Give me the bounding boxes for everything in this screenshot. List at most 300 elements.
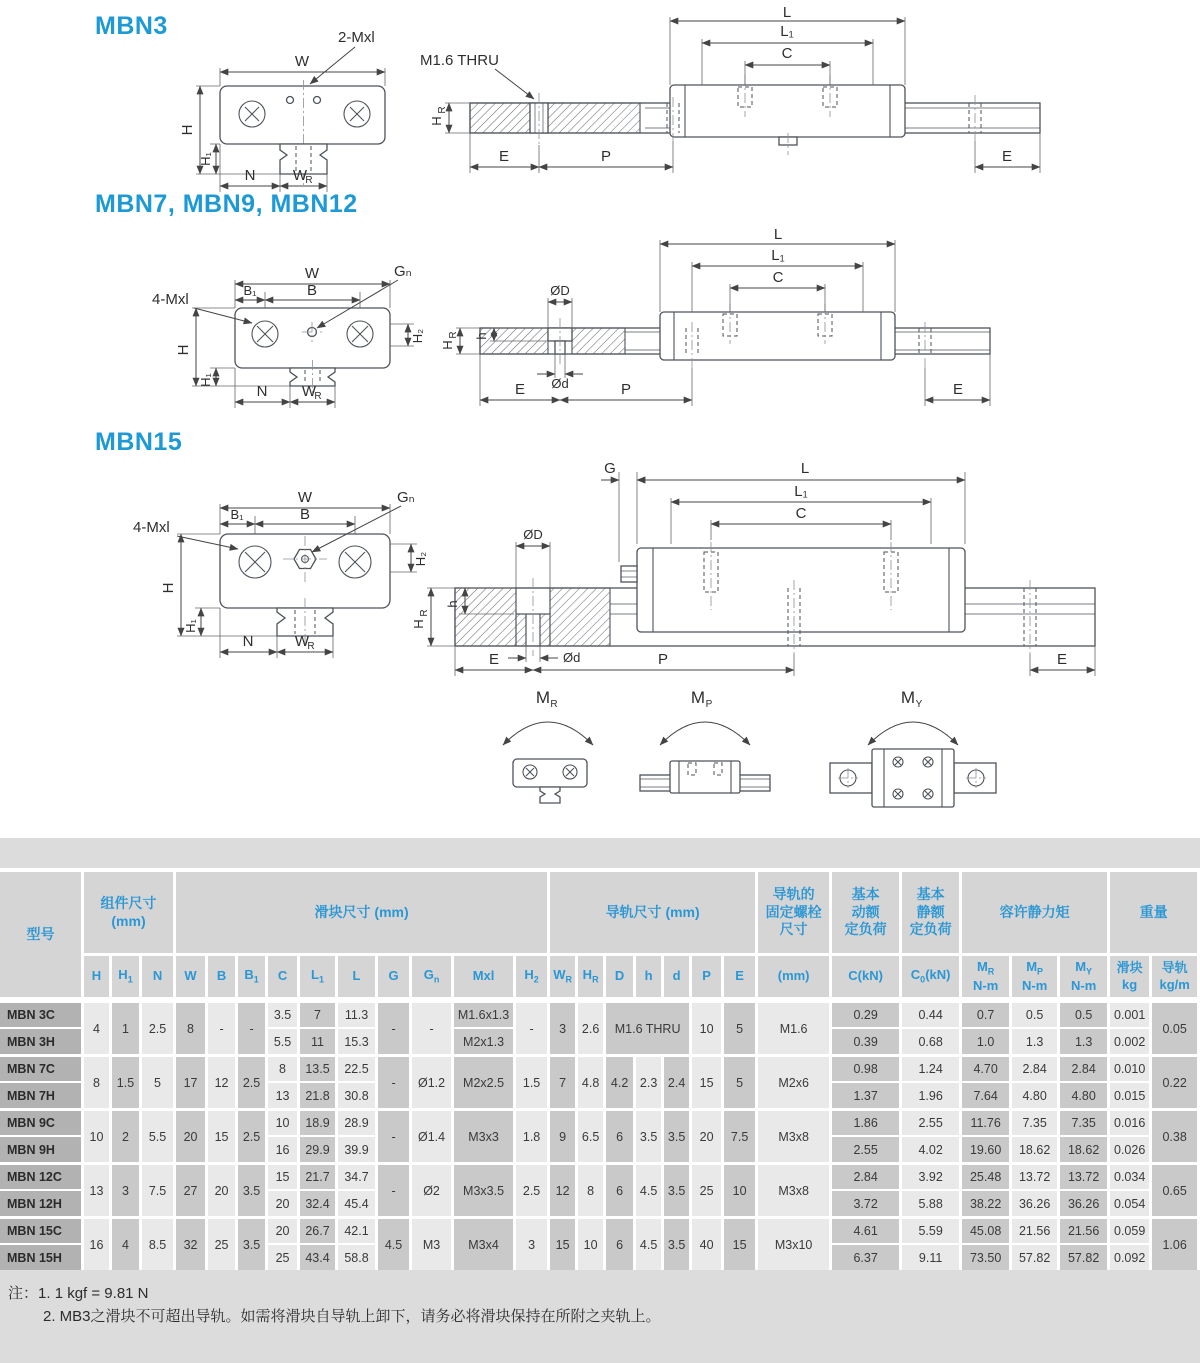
- data-cell: 20: [176, 1108, 208, 1162]
- dim-label-h: H: [179, 124, 196, 136]
- data-cell: 0.001: [1110, 1000, 1152, 1027]
- dim-label-gn: Gₙ: [394, 263, 412, 280]
- dim-label-g: G: [604, 460, 616, 477]
- moment-diagrams: [455, 675, 1015, 830]
- data-cell: M1.6: [758, 1000, 832, 1054]
- model-cell: MBN 7H: [0, 1081, 84, 1108]
- data-cell: 34.7: [338, 1162, 378, 1189]
- col-header-Gn: $G_n$: [412, 956, 454, 1000]
- data-cell: 11.3: [338, 1000, 378, 1027]
- data-cell: 2.55: [902, 1108, 962, 1135]
- data-cell: 1.0: [962, 1027, 1012, 1054]
- dim-label-m16thru: M1.6 THRU: [420, 52, 499, 69]
- data-cell: 3.92: [902, 1162, 962, 1189]
- col-header-B1: $B_1$: [238, 956, 268, 1000]
- dim-label-b: B: [306, 282, 318, 299]
- data-cell: Ø1.2: [412, 1054, 454, 1108]
- data-cell: -: [378, 1162, 412, 1216]
- dim-label-wr: W: [292, 167, 308, 184]
- data-cell: 18.9: [300, 1108, 338, 1135]
- data-cell: 3.5: [238, 1216, 268, 1270]
- section-title-mbn15: MBN15: [95, 428, 183, 456]
- mbn3-cross-section-drawing: [150, 22, 420, 198]
- data-cell: 36.26: [1060, 1189, 1110, 1216]
- dim-label-l: L: [800, 460, 810, 477]
- data-cell: 0.22: [1152, 1054, 1200, 1108]
- data-cell: 0.5: [1012, 1000, 1060, 1027]
- data-cell: 1.86: [832, 1108, 902, 1135]
- data-cell: 26.7: [300, 1216, 338, 1243]
- data-cell: 18.62: [1060, 1135, 1110, 1162]
- data-cell: 10: [84, 1108, 112, 1162]
- dim-label-hr-sub: R: [419, 609, 430, 617]
- col-header-L1: $L_1$: [300, 956, 338, 1000]
- col-header-Mxl: Mxl: [454, 956, 516, 1000]
- data-cell: 9.11: [902, 1243, 962, 1270]
- model-cell: MBN 3H: [0, 1027, 84, 1054]
- data-cell: 0.015: [1110, 1081, 1152, 1108]
- data-cell: 10: [724, 1162, 758, 1216]
- data-cell: 1.37: [832, 1081, 902, 1108]
- data-cell: 2.6: [578, 1000, 606, 1054]
- mbn7-side-view-drawing: [430, 228, 1010, 413]
- data-cell: 4.5: [636, 1216, 664, 1270]
- data-cell: 22.5: [338, 1054, 378, 1081]
- data-cell: 5: [142, 1054, 176, 1108]
- col-header-H: H: [84, 956, 112, 1000]
- data-cell: 2.55: [832, 1135, 902, 1162]
- data-cell: 10: [578, 1216, 606, 1270]
- data-cell: 0.68: [902, 1027, 962, 1054]
- data-cell: 42.1: [338, 1216, 378, 1243]
- col-group-block: 滑块尺寸 (mm): [176, 872, 550, 956]
- dim-label-h2: H₂: [413, 551, 428, 567]
- col-header-d: d: [664, 956, 692, 1000]
- data-cell: 8.5: [142, 1216, 176, 1270]
- data-cell: 39.9: [338, 1135, 378, 1162]
- model-cell: MBN 15C: [0, 1216, 84, 1243]
- dim-label-dD: ØD: [550, 283, 570, 298]
- data-cell: 8: [84, 1054, 112, 1108]
- data-cell: 3: [112, 1162, 142, 1216]
- data-cell: 11.76: [962, 1108, 1012, 1135]
- data-cell: 43.4: [300, 1243, 338, 1270]
- dim-label-l1: L₁: [794, 483, 808, 500]
- dim-label-e-left: E: [498, 148, 510, 165]
- mr-carriage-end-view: [513, 759, 587, 787]
- col-header-rail-kgm: 导轨 kg/m: [1152, 956, 1200, 1000]
- dim-label-h1: H₁: [198, 373, 213, 387]
- data-cell: 0.29: [832, 1000, 902, 1027]
- data-cell: 0.98: [832, 1054, 902, 1081]
- moment-my-label: M: [900, 688, 916, 707]
- data-cell: 0.054: [1110, 1189, 1152, 1216]
- data-cell: 0.010: [1110, 1054, 1152, 1081]
- data-cell: 4.02: [902, 1135, 962, 1162]
- col-group-bolt: 导轨的 固定螺栓 尺寸: [758, 872, 832, 956]
- data-cell: 15: [208, 1108, 238, 1162]
- data-cell: 16: [84, 1216, 112, 1270]
- dim-label-l: L: [773, 228, 783, 243]
- data-cell: 6.37: [832, 1243, 902, 1270]
- col-header-MY: $M_Y$ N-m: [1060, 956, 1110, 1000]
- data-cell: 4.80: [1012, 1081, 1060, 1108]
- data-cell: 25: [268, 1243, 300, 1270]
- data-cell: 0.092: [1110, 1243, 1152, 1270]
- col-group-assembly: 组件尺寸 (mm): [84, 872, 176, 956]
- data-cell: 7.64: [962, 1081, 1012, 1108]
- moment-mr-label: M: [535, 688, 551, 707]
- data-cell: 4.8: [578, 1054, 606, 1108]
- data-cell: 0.05: [1152, 1000, 1200, 1054]
- data-cell: M3x3.5: [454, 1162, 516, 1216]
- col-header-MP: $M_P$ N-m: [1012, 956, 1060, 1000]
- dim-label-4mxl: 4-Mxl: [133, 519, 170, 536]
- data-cell: 6: [606, 1162, 636, 1216]
- data-cell: 1: [112, 1000, 142, 1054]
- data-cell: 25: [208, 1216, 238, 1270]
- data-cell: 12: [550, 1162, 578, 1216]
- col-group-moment: 容许静力矩: [962, 872, 1110, 956]
- data-cell: 1.5: [516, 1054, 550, 1108]
- col-header-HR: $H_R$: [578, 956, 606, 1000]
- moment-mp-label: M: [690, 688, 706, 707]
- dim-label-h-depth: h: [474, 332, 489, 340]
- data-cell: 20: [268, 1216, 300, 1243]
- col-header-D: D: [606, 956, 636, 1000]
- data-cell: -: [378, 1054, 412, 1108]
- data-cell: 2.3: [636, 1054, 664, 1108]
- data-cell: 25.48: [962, 1162, 1012, 1189]
- dim-label-h1: H₁: [198, 152, 213, 166]
- data-cell: 57.82: [1012, 1243, 1060, 1270]
- dim-label-e-left: E: [488, 651, 500, 668]
- data-cell: 32.4: [300, 1189, 338, 1216]
- moment-mr-sub: R: [550, 699, 558, 710]
- col-header-model: 型号: [0, 872, 84, 1000]
- data-cell: 1.3: [1012, 1027, 1060, 1054]
- col-header-C0kN: $C_0(kN)$: [902, 956, 962, 1000]
- data-cell: 0.002: [1110, 1027, 1152, 1054]
- data-cell: 7.5: [724, 1108, 758, 1162]
- data-cell: 40: [692, 1216, 724, 1270]
- dim-label-h: H: [175, 344, 192, 356]
- data-cell: 15: [268, 1162, 300, 1189]
- data-cell: 20: [692, 1108, 724, 1162]
- dim-label-wr-sub: R: [305, 175, 313, 186]
- col-header-bolt-mm: (mm): [758, 956, 832, 1000]
- section-title-mbn7: MBN7, MBN9, MBN12: [95, 190, 358, 218]
- col-header-h: h: [636, 956, 664, 1000]
- data-cell: 3.5: [664, 1108, 692, 1162]
- model-cell: MBN 12C: [0, 1162, 84, 1189]
- dim-label-4mxl: 4-Mxl: [152, 291, 189, 308]
- data-cell: Ø1.4: [412, 1108, 454, 1162]
- data-cell: 3.5: [664, 1162, 692, 1216]
- data-cell: 32: [176, 1216, 208, 1270]
- dim-label-w: W: [294, 53, 310, 70]
- dim-label-wr: W: [294, 633, 310, 650]
- data-cell: 45.4: [338, 1189, 378, 1216]
- data-cell: 4: [84, 1000, 112, 1054]
- dim-label-l1: L₁: [771, 247, 785, 264]
- data-cell: 10: [692, 1000, 724, 1054]
- data-cell: 6: [606, 1108, 636, 1162]
- data-cell: 19.60: [962, 1135, 1012, 1162]
- data-cell: 2: [112, 1108, 142, 1162]
- data-cell: 7: [300, 1000, 338, 1027]
- dim-label-l1: L₁: [780, 23, 794, 40]
- dim-label-w: W: [304, 265, 320, 282]
- dim-label-dd: Ød: [551, 376, 569, 391]
- data-cell: 13.72: [1012, 1162, 1060, 1189]
- mbn7-cross-section-drawing: [140, 232, 440, 424]
- data-cell: 8: [578, 1162, 606, 1216]
- data-cell: -: [378, 1108, 412, 1162]
- data-cell: 0.39: [832, 1027, 902, 1054]
- dim-label-n: N: [256, 383, 268, 400]
- data-cell: M1.6 THRU: [606, 1000, 692, 1054]
- data-cell: -: [412, 1000, 454, 1054]
- data-cell: 58.8: [338, 1243, 378, 1270]
- col-header-MR: $M_R$ N-m: [962, 956, 1012, 1000]
- data-cell: 0.016: [1110, 1108, 1152, 1135]
- data-cell: 57.82: [1060, 1243, 1110, 1270]
- col-header-H1: $H_1$: [112, 956, 142, 1000]
- data-cell: 4.5: [636, 1162, 664, 1216]
- data-cell: 4.80: [1060, 1081, 1110, 1108]
- data-cell: 7: [550, 1054, 578, 1108]
- data-cell: 1.8: [516, 1108, 550, 1162]
- data-cell: 13: [84, 1162, 112, 1216]
- data-cell: 4: [112, 1216, 142, 1270]
- dim-label-h2: H₂: [410, 328, 425, 344]
- data-cell: 36.26: [1012, 1189, 1060, 1216]
- data-cell: Ø2: [412, 1162, 454, 1216]
- data-cell: 15: [692, 1054, 724, 1108]
- data-cell: 5.5: [268, 1027, 300, 1054]
- data-cell: 21.8: [300, 1081, 338, 1108]
- data-cell: 1.3: [1060, 1027, 1110, 1054]
- data-cell: 28.9: [338, 1108, 378, 1135]
- data-cell: 0.38: [1152, 1108, 1200, 1162]
- data-cell: 3.72: [832, 1189, 902, 1216]
- mbn3-side-view-drawing: [415, 5, 1065, 180]
- dim-label-hr: H: [411, 619, 426, 629]
- data-cell: -: [238, 1000, 268, 1054]
- spec-table: [0, 868, 1200, 1270]
- col-header-block-kg: 滑块 kg: [1110, 956, 1152, 1000]
- col-group-dynamic-load: 基本 动额 定负荷: [832, 872, 902, 956]
- data-cell: 8: [268, 1054, 300, 1081]
- data-cell: 15: [724, 1216, 758, 1270]
- data-cell: M3x10: [758, 1216, 832, 1270]
- dim-label-w: W: [297, 489, 313, 506]
- col-header-E: E: [724, 956, 758, 1000]
- data-cell: 29.9: [300, 1135, 338, 1162]
- data-cell: 30.8: [338, 1081, 378, 1108]
- data-cell: 6.5: [578, 1108, 606, 1162]
- data-cell: 25: [692, 1162, 724, 1216]
- col-header-N: N: [142, 956, 176, 1000]
- data-cell: 2.5: [142, 1000, 176, 1054]
- footnote-1: 注：1. 1 kgf = 9.81 N: [8, 1285, 149, 1302]
- data-cell: 20: [208, 1162, 238, 1216]
- data-cell: 21.56: [1060, 1216, 1110, 1243]
- dim-label-e-right: E: [952, 381, 964, 398]
- data-cell: -: [516, 1000, 550, 1054]
- footnotes: [0, 1270, 1200, 1329]
- dim-label-gn: Gₙ: [397, 489, 415, 506]
- data-cell: 16: [268, 1135, 300, 1162]
- footnote-2: 2. MB3之滑块不可超出导轨。如需将滑块自导轨上卸下，请务必将滑块保持在所附之夹轨上。: [43, 1308, 661, 1326]
- data-cell: M2x6: [758, 1054, 832, 1108]
- data-cell: 12: [208, 1054, 238, 1108]
- data-cell: 3.5: [268, 1000, 300, 1027]
- data-cell: 27: [176, 1162, 208, 1216]
- data-cell: 20: [268, 1189, 300, 1216]
- data-cell: 0.059: [1110, 1216, 1152, 1243]
- data-cell: 0.5: [1060, 1000, 1110, 1027]
- data-cell: -: [378, 1000, 412, 1054]
- data-cell: 8: [176, 1000, 208, 1054]
- data-cell: 4.61: [832, 1216, 902, 1243]
- col-header-W: W: [176, 956, 208, 1000]
- dim-label-p: P: [600, 148, 612, 165]
- spec-table-section: [0, 838, 1200, 1363]
- dim-label-dd: Ød: [563, 650, 581, 665]
- dim-label-n: N: [242, 633, 254, 650]
- mp-carriage-side-view: [670, 761, 740, 793]
- dim-label-p: P: [657, 651, 669, 668]
- dim-label-hr: H: [440, 340, 455, 350]
- data-cell: 15: [550, 1216, 578, 1270]
- data-cell: 0.7: [962, 1000, 1012, 1027]
- moment-my-sub: Y: [915, 699, 923, 710]
- dim-label-wr-sub: R: [314, 391, 322, 402]
- spec-table-body: [0, 1000, 1200, 1270]
- data-cell: 1.06: [1152, 1216, 1200, 1270]
- dim-label-b1: B₁: [230, 507, 244, 522]
- dim-label-wr: W: [301, 383, 317, 400]
- mbn15-cross-section-drawing: [125, 448, 440, 666]
- dim-label-e-right: E: [1001, 148, 1013, 165]
- data-cell: 7.5: [142, 1162, 176, 1216]
- data-cell: 3.5: [636, 1108, 664, 1162]
- dim-label-h: H: [160, 582, 177, 594]
- data-cell: 0.026: [1110, 1135, 1152, 1162]
- dim-label-2mxl: 2-Mxl: [338, 29, 375, 46]
- dim-label-hr-sub: R: [448, 331, 459, 339]
- col-header-G: G: [378, 956, 412, 1000]
- data-cell: 2.5: [238, 1054, 268, 1108]
- data-cell: 18.62: [1012, 1135, 1060, 1162]
- data-cell: 21.56: [1012, 1216, 1060, 1243]
- data-cell: M3: [412, 1216, 454, 1270]
- data-cell: 21.7: [300, 1162, 338, 1189]
- data-cell: 73.50: [962, 1243, 1012, 1270]
- dim-label-e-right: E: [1056, 651, 1068, 668]
- dim-label-hr: H: [429, 116, 444, 126]
- data-cell: -: [208, 1000, 238, 1054]
- model-cell: MBN 3C: [0, 1000, 84, 1027]
- model-cell: MBN 9C: [0, 1108, 84, 1135]
- col-header-WR: $W_R$: [550, 956, 578, 1000]
- dim-label-dD: ØD: [523, 527, 543, 542]
- col-header-H2: $H_2$: [516, 956, 550, 1000]
- data-cell: 5.59: [902, 1216, 962, 1243]
- data-cell: 9: [550, 1108, 578, 1162]
- data-cell: 6: [606, 1216, 636, 1270]
- data-cell: M3x8: [758, 1162, 832, 1216]
- data-cell: 1.96: [902, 1081, 962, 1108]
- data-cell: 0.44: [902, 1000, 962, 1027]
- data-cell: 15.3: [338, 1027, 378, 1054]
- data-cell: 3: [516, 1216, 550, 1270]
- section-title-mbn3: MBN3: [95, 12, 168, 40]
- dim-label-b1: B₁: [243, 283, 257, 298]
- model-cell: MBN 15H: [0, 1243, 84, 1270]
- col-header-B: B: [208, 956, 238, 1000]
- col-group-rail: 导轨尺寸 (mm): [550, 872, 758, 956]
- data-cell: 17: [176, 1054, 208, 1108]
- data-cell: 13: [268, 1081, 300, 1108]
- data-cell: 13.5: [300, 1054, 338, 1081]
- data-cell: 13.72: [1060, 1162, 1110, 1189]
- dim-label-b: B: [299, 506, 311, 523]
- data-cell: M3x8: [758, 1108, 832, 1162]
- dim-label-hr-sub: R: [437, 106, 448, 114]
- col-group-static-load: 基本 静额 定负荷: [902, 872, 962, 956]
- data-cell: 1.24: [902, 1054, 962, 1081]
- data-cell: 2.5: [516, 1162, 550, 1216]
- model-cell: MBN 12H: [0, 1189, 84, 1216]
- data-cell: 38.22: [962, 1189, 1012, 1216]
- mbn15-side-view-drawing: [405, 440, 1105, 680]
- model-cell: MBN 7C: [0, 1054, 84, 1081]
- col-header-P: P: [692, 956, 724, 1000]
- data-cell: 11: [300, 1027, 338, 1054]
- dim-label-l: L: [782, 5, 792, 21]
- data-cell: 2.84: [1012, 1054, 1060, 1081]
- data-cell: 2.4: [664, 1054, 692, 1108]
- data-cell: M2x2.5: [454, 1054, 516, 1108]
- data-cell: M3x3: [454, 1108, 516, 1162]
- data-cell: 2.5: [238, 1108, 268, 1162]
- data-cell: M2x1.3: [454, 1027, 516, 1054]
- data-cell: 2.84: [832, 1162, 902, 1189]
- data-cell: 5.5: [142, 1108, 176, 1162]
- data-cell: 0.034: [1110, 1162, 1152, 1189]
- data-cell: 7.35: [1012, 1108, 1060, 1135]
- data-cell: 10: [268, 1108, 300, 1135]
- dim-label-e-left: E: [514, 381, 526, 398]
- dim-label-p: P: [620, 381, 632, 398]
- data-cell: 7.35: [1060, 1108, 1110, 1135]
- dim-label-c: C: [781, 45, 793, 62]
- dim-label-h1: H₁: [183, 619, 198, 633]
- dim-label-c: C: [772, 269, 784, 286]
- data-cell: 0.65: [1152, 1162, 1200, 1216]
- data-cell: 5.88: [902, 1189, 962, 1216]
- data-cell: 5: [724, 1000, 758, 1054]
- dim-label-h-depth: h: [445, 600, 460, 608]
- dim-label-n: N: [244, 167, 256, 184]
- data-cell: M1.6x1.3: [454, 1000, 516, 1027]
- col-header-C: C: [268, 956, 300, 1000]
- model-cell: MBN 9H: [0, 1135, 84, 1162]
- dim-label-c: C: [795, 505, 807, 522]
